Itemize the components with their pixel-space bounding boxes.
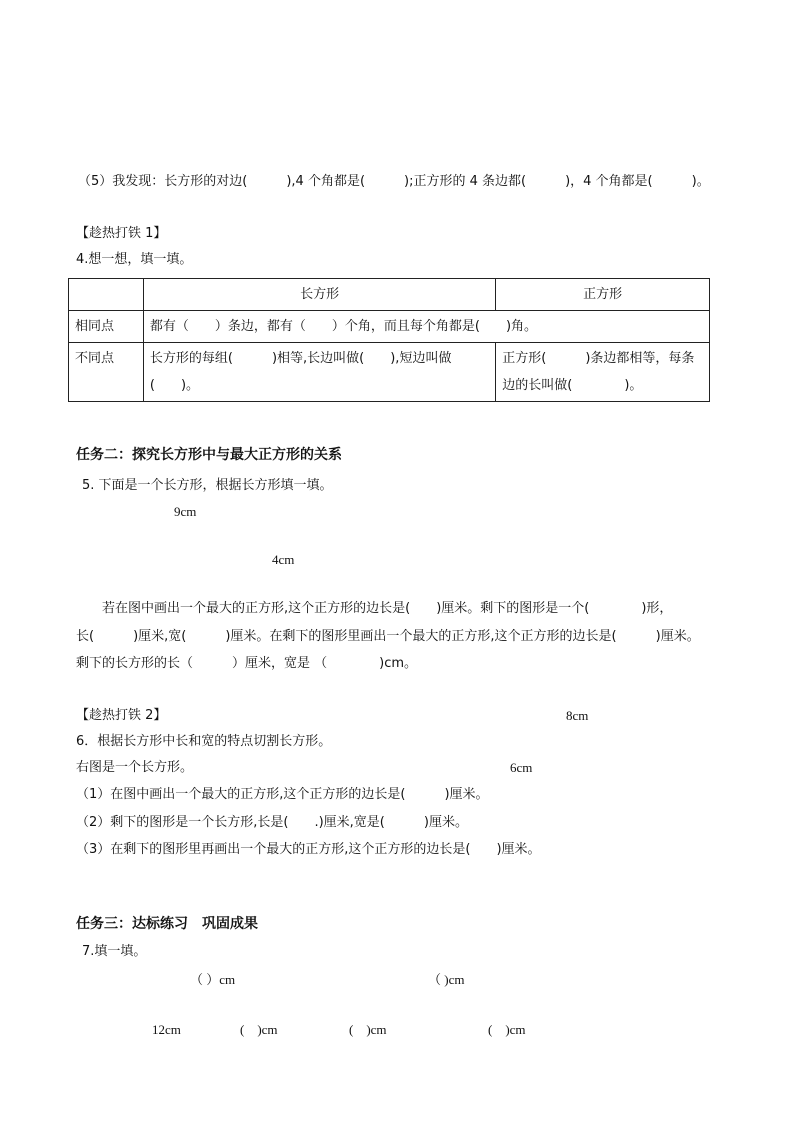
practice-2-title: 【趁热打铁 2】 xyxy=(76,708,167,723)
q6-item-2: （2）剩下的图形是一个长方形,长是( .)厘米,宽是( )厘米。 xyxy=(76,815,468,830)
task-3-title: 任务三：达标练习 巩固成果 xyxy=(76,916,258,932)
rect6-width-label: 6cm xyxy=(510,760,533,775)
q7-label-bottom-3: ( )cm xyxy=(349,1022,387,1037)
q7-label-top-right: （ )cm xyxy=(428,972,465,987)
q7-label-top-left: （ ）cm xyxy=(190,972,236,987)
q7-label-bottom-4: ( )cm xyxy=(488,1022,526,1037)
table-header-square: 正方形 xyxy=(496,279,710,311)
comparison-table xyxy=(68,278,710,402)
same-label: 相同点 xyxy=(69,311,144,343)
rect5-width-label: 4cm xyxy=(272,552,295,567)
table-header-row xyxy=(69,279,710,311)
table-row-diff xyxy=(69,343,710,402)
practice-1-title: 【趁热打铁 1】 xyxy=(76,226,167,241)
table-header-rectangle: 长方形 xyxy=(143,279,495,311)
diff-square-text: 正方形( )条边都相等，每条边的长叫做( )。 xyxy=(496,343,710,402)
q4-title: 4.想一想，填一填。 xyxy=(76,252,193,267)
q6-item-1: （1）在图中画出一个最大的正方形,这个正方形的边长是( )厘米。 xyxy=(76,787,489,802)
q5-paragraph-line-1: 若在图中画出一个最大的正方形,这个正方形的边长是( )厘米。剩下的图形是一个( )形， xyxy=(76,601,673,616)
q5-finding-line: （5）我发现：长方形的对边( ),4 个角都是( );正方形的 4 条边都( )，4 个角都是( )。 xyxy=(78,174,710,189)
task-2-title: 任务二：探究长方形中与最大正方形的关系 xyxy=(76,447,342,463)
diff-label: 不同点 xyxy=(69,343,144,402)
q6-title: 6．根据长方形中长和宽的特点切割长方形。 xyxy=(76,734,332,749)
table-row-same xyxy=(69,311,710,343)
table-header-blank xyxy=(69,279,144,311)
rect6-length-label: 8cm xyxy=(566,708,589,723)
q5-title: 5. 下面是一个长方形，根据长方形填一填。 xyxy=(82,478,333,493)
q6-item-3: （3）在剩下的图形里再画出一个最大的正方形,这个正方形的边长是( )厘米。 xyxy=(76,842,541,857)
q7-label-12cm: 12cm xyxy=(152,1022,181,1037)
diff-rectangle-text: 长方形的每组( )相等,长边叫做( ),短边叫做( )。 xyxy=(143,343,495,402)
q5-paragraph-line-3: 剩下的长方形的长（ ）厘米，宽是 （ )cm。 xyxy=(76,656,418,671)
q6-intro: 右图是一个长方形。 xyxy=(76,760,194,775)
rect5-length-label: 9cm xyxy=(174,504,197,519)
q7-title: 7.填一填。 xyxy=(82,944,147,959)
q5-paragraph-line-2: 长( )厘米,宽( )厘米。在剩下的图形里画出一个最大的正方形,这个正方形的边长是( )厘米。 xyxy=(76,629,700,644)
same-text: 都有（ ）条边，都有（ ）个角，而且每个角都是( )角。 xyxy=(143,311,709,343)
q7-label-bottom-2: ( )cm xyxy=(240,1022,278,1037)
